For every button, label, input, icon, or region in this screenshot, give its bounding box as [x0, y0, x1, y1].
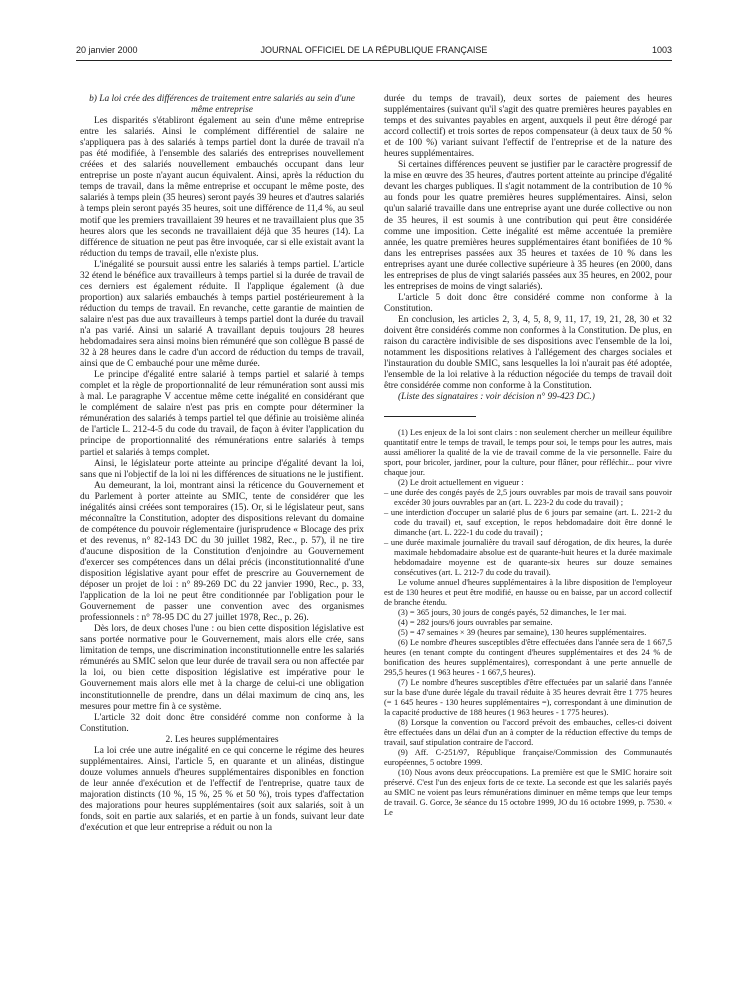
- paragraph: L'inégalité se poursuit aussi entre les salariés à temps partiel. L'article 32 étend le bénéfice aux travailleurs à temps partiel si la durée de travail de ces derniers est également réduite. Il l'applique également (à due proportion) aux salariés embauchés à temps partiel postérieurement à la réduction du temps de travail. En revanche, cette garantie de maintien de salaire n'est pas due aux travailleurs à temps partiel dont la durée du travail n'a pas varié. Ainsi un salarié A travaillant depuis toujours 28 heures hebdomadaires sera ainsi moins bien rémunéré que son collègue B passé de 32 à 28 heures dans le cadre d'un accord de réduction du temps de travail, ainsi que de C embauché pour une même durée.: [80, 259, 364, 370]
- footnote: Le volume annuel d'heures supplémentaires à la libre disposition de l'employeur est de 130 heures et peut être modifié, en hausse ou en baisse, par un accord collectif de branche étendu.: [384, 578, 672, 608]
- footnote: (6) Le nombre d'heures susceptibles d'être effectuées dans l'année sera de 1 667,5 heures (en tenant compte du contingent d'heures supplémentaires et des 24 % de bonification des heures supplémentaires), correspondant à une perte annuelle de 295,5 heures (1 963 heures - 1 667,5 heures).: [384, 638, 672, 678]
- footnote-list-item: – une durée des congés payés de 2,5 jours ouvrables par mois de travail sans pouvoir excéder 30 jours ouvrables par an (art. L. 223-2 du code du travail) ;: [384, 488, 672, 508]
- paragraph: La loi crée une autre inégalité en ce qui concerne le régime des heures supplémentaires. Ainsi, l'article 5, en quarante et un alinéas, distingue douze volumes annuels d'heures supplémentaires disponibles en fonction de leur année d'exécution et de l'effectif de l'entreprise, quatre taux de majoration distincts (10 %, 15 %, 25 % et 50 %), trois types d'affectation des majorations pour heures supplémentaires (soit aux salariés, soit à un fonds, soit en partie aux salariés, et en partie à un fonds, suivant leur date d'exécution et que leur entreprise a réduit ou non la: [80, 745, 364, 834]
- footnote: (8) Lorsque la convention ou l'accord prévoit des embauches, celles-ci doivent être effectuées dans un délai d'un an à compter de la réduction effective du temps de travail, sauf stipulation contraire de l'accord.: [384, 718, 672, 748]
- footnote-list: [384, 488, 672, 578]
- paragraph: L'article 32 doit donc être considéré comme non conforme à la Constitution.: [80, 712, 364, 734]
- header-date: 20 janvier 2000: [76, 45, 138, 55]
- footnote: (3) = 365 jours, 30 jours de congés payés, 52 dimanches, le 1er mai.: [398, 608, 627, 618]
- footnote: (1) Les enjeux de la loi sont clairs : non seulement chercher un meilleur équilibre quantitatif entre le temps de travail, le temps pour soi, le temps pour les autres, mais aussi améliorer la qualité de la vie de travail comme de la vie personnelle. Faire du sport, pour bricoler, jardiner, pour la culture, pour flâner, pour réfléchir... pour vivre chaque jour.: [384, 428, 672, 478]
- page-header: [76, 45, 672, 59]
- paragraph: Au demeurant, la loi, montrant ainsi la réticence du Gouvernement et du Parlement à porter atteinte au SMIC, tente de considérer que les inégalités ainsi créées sont temporaires (15). Or, si le législateur peut, sans méconnaître la Constitution, adopter des dispositions relevant du domaine de compétence du pouvoir réglementaire (jurisprudence « Blocage des prix et des revenus, n° 82-143 DC du 30 juillet 1982, Rec., p. 57), il ne tire d'aucune disposition de la Constitution d'enjoindre au Gouvernement d'exercer ses compétences dans un délai précis (inconstitutionnalité d'une disposition législative ayant pour effet de prescrire au Gouvernement de déposer un projet de loi : n° 89-269 DC du 22 janvier 1990, Rec., p. 33, l'application de la loi ne peut être conditionnée par l'obligation pour le Gouvernement de passer une convention avec des organismes professionnels : n° 78-95 DC du 27 juillet 1978, Rec., p. 26).: [80, 480, 364, 624]
- paragraph: L'article 5 doit donc être considéré comme non conforme à la Constitution.: [384, 292, 672, 314]
- footnote: (4) = 282 jours/6 jours ouvrables par semaine.: [398, 618, 553, 628]
- section-subhead: b) La loi crée des différences de traitement entre salariés au sein d'une même entreprise: [89, 94, 355, 116]
- footnote: (10) Nous avons deux préoccupations. La première est que le SMIC horaire soit préservé. C'est l'un des enjeux forts de ce texte. La seconde est que les salariés payés au SMIC ne voient pas leurs rémunérations diminuer en même temps que leur temps de travail. G. Gorce, 3e séance du 15 octobre 1999, JO du 16 octobre 1999, p. 7530. « Le: [384, 768, 672, 818]
- paragraph: Si certaines différences peuvent se justifier par le caractère progressif de la mise en œuvre des 35 heures, d'autres portent atteinte au principe d'égalité devant les charges publiques. Il s'agit notamment de la contribution de 10 % au fonds pour les quatre premières heures supplémentaires. Ainsi, selon qu'un salarié travaille dans une entreprise ayant une durée collective ou non de 35 heures, il est soumis à une contribution qui peut être considérée comme une imposition. Cette inégalité est même accentuée la première année, les quatre premières heures supplémentaires étant bonifiées de 10 % dans les entreprises passées aux 35 heures et taxées de 10 % dans les entreprises ayant une durée collective supérieure à 35 heures (en 2000, dans les entreprises de plus de vingt salariés passées aux 35 heures, en 2002, pour les entreprises de moins de vingt salariés).: [384, 160, 672, 292]
- header-journal-title: JOURNAL OFFICIEL DE LA RÉPUBLIQUE FRANÇAISE: [260, 45, 488, 55]
- paragraph: Le principe d'égalité entre salarié à temps partiel et salarié à temps complet et la règle de proportionnalité de leur rémunération sont aussi mis à mal. Le paragraphe V accentue même cette inégalité en considérant que le complément de salaire n'est pas pris en compte pour déterminer la rémunération des salariés à temps partiel tel que définie au troisième alinéa de l'article L. 212-4-5 du code du travail, de façon à éviter l'application du principe de proportionnalité des rémunérations entre salariés à temps partiel et salariés à temps complet.: [80, 370, 364, 458]
- footnote-list-item: – une interdiction d'occuper un salarié plus de 6 jours par semaine (art. L. 221-2 du code du travail) et, sauf exception, le repos hebdomadaire doit être donné le dimanche (art. L. 222-1 du code du travail) ;: [384, 508, 672, 538]
- footnotes: [384, 428, 672, 818]
- footnote: (7) Le nombre d'heures susceptibles d'être effectuées par un salarié dans l'année sur la base d'une durée légale du travail réduite à 35 heures devrait être 1 775 heures (= 1 645 heures - 130 heures supplémentaires =), correspondant à une diminution de la capacité productive de 188 heures (1 963 heures - 1 775 heures).: [384, 678, 672, 718]
- section-title: 2. Les heures supplémentaires: [165, 734, 279, 745]
- footnote: (2) Le droit actuellement en vigueur :: [398, 478, 524, 488]
- paragraph: Les disparités s'établiront également au sein d'une même entreprise entre les salariés. Ainsi le complément différentiel de salaire ne s'appliquera pas à des salariés à temps partiel dont la durée de travail n'a pas été modifiée, à l'ensemble des salariés des entreprises nouvellement créées et des salariés nouvellement embauchés occupant dans leur entreprise un poste n'ayant aucun équivalent. Ainsi, après la réduction du temps de travail, dans la même entreprise et occupant le même poste, des salariés à temps plein (35 heures) seront payés 39 heures et d'autres salariés à temps plein seront payés 35 heures, soit une différence de 11,4 %, au seul motif que les premiers travaillaient 39 heures et ne travaillaient plus que 35 heures alors que les seconds ne travaillaient déjà que 35 heures (14). La différence de situation ne peut pas être invoquée, car si elle existait avant la réduction du temps de travail, elle n'existe plus.: [80, 116, 364, 259]
- paragraph: En conclusion, les articles 2, 3, 4, 5, 8, 9, 11, 17, 19, 21, 28, 30 et 32 doivent être considérés comme non conformes à la Constitution. De plus, en raison du caractère indivisible de ses dispositions avec l'ensemble de la loi, notamment les dispositions relatives à l'allégement des charges sociales et l'instauration du double SMIC, sans lesquelles la loi n'aurait pas été adoptée, l'ensemble de la loi relative à la réduction négociée du temps de travail doit être considérée comme non conforme à la Constitution.: [384, 314, 672, 392]
- footnote: (9) Aff. C-251/97, République française/Commission des Communautés européennes, 5 octobre 1999.: [384, 748, 672, 768]
- header-rule: [76, 60, 672, 61]
- right-column: [384, 94, 672, 818]
- paragraph: durée du temps de travail), deux sortes de paiement des heures supplémentaires (suivant qu'il s'agit des quatre premières heures payables en temps et des suivantes payables en argent, auxquels il peut être dérogé par accord collectif) et trois sortes de repos compensateur (à deux taux de 50 % et de 100 %) variant suivant l'effectif de l'entreprise et de la nature des heures supplémentaires.: [384, 94, 672, 160]
- footnote-separator: [384, 416, 476, 417]
- paragraph: Dès lors, de deux choses l'une : ou bien cette disposition législative est sans portée normative pour le Gouvernement, mais alors elle crée, sans limitation de temps, une discrimination inconstitutionnelle entre les salariés rémunérés au SMIC selon que leur durée de travail sera ou non affectée par la loi, ou bien cette disposition législative est impérative pour le Gouvernement mais alors elle met à la charge de celui-ci une obligation inconstitutionnelle de prendre, dans un délai maximum de cinq ans, les mesures pour mettre fin à ce système.: [80, 624, 364, 712]
- header-page-number: 1003: [651, 45, 672, 55]
- paragraph: Ainsi, le législateur porte atteinte au principe d'égalité devant la loi, sans que ni l'objectif de la loi ni les différences de situations ne le justifient.: [80, 458, 364, 480]
- footnote: (5) = 47 semaines × 39 (heures par semaine), 130 heures supplémentaires.: [398, 628, 647, 638]
- signatories-note: (Liste des signataires : voir décision n° 99-423 DC.): [398, 392, 595, 403]
- left-column: [80, 94, 364, 834]
- footnote-list-item: – une durée maximale journalière du travail sauf dérogation, de dix heures, la durée maximale hebdomadaire absolue est de quarante-huit heures et la durée maximale hebdomadaire moyenne est de quarante-six heures sur douze semaines consécutives (art. L. 212-7 du code du travail).: [384, 538, 672, 578]
